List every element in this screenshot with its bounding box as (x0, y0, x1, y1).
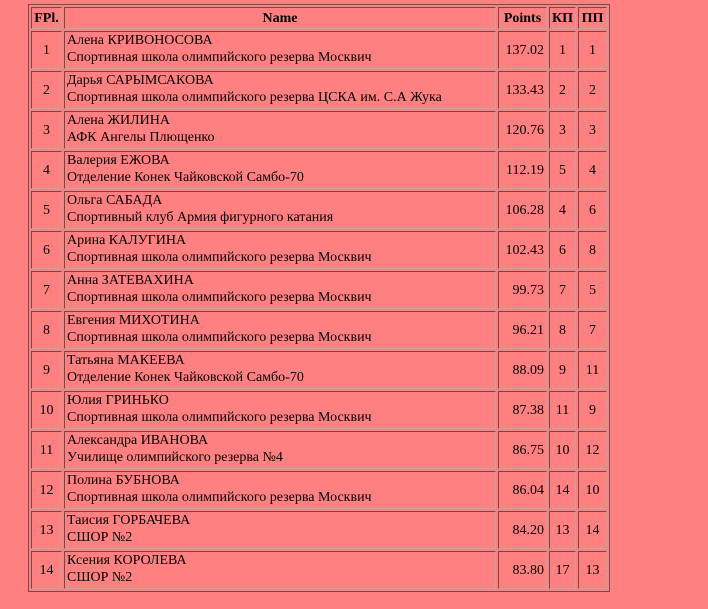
cell-name (64, 511, 496, 549)
cell-name (64, 351, 496, 389)
skater-club: Отделение Конек Чайковской Самбо-70 (67, 370, 304, 385)
cell-fpl: 13 (31, 511, 62, 549)
skater-club: Спортивная школа олимпийского резерва Москвич (67, 50, 372, 65)
header-points: Points (498, 7, 547, 29)
skater-name: Ольга САБАДА (67, 193, 163, 208)
cell-pp: 7 (578, 311, 607, 349)
cell-name (64, 151, 496, 189)
skater-name: Анна ЗАТЕВАХИНА (67, 273, 194, 288)
table-header-row (31, 7, 607, 29)
cell-name (64, 391, 496, 429)
cell-kp: 3 (549, 111, 576, 149)
cell-name (64, 31, 496, 69)
cell-kp: 10 (549, 431, 576, 469)
skater-club: Спортивный клуб Армия фигурного катания (67, 210, 334, 225)
table-row (31, 311, 607, 349)
cell-name (64, 551, 496, 589)
cell-points: 84.20 (498, 511, 547, 549)
skater-club: Спортивная школа олимпийского резерва Москвич (67, 290, 372, 305)
cell-points: 86.04 (498, 471, 547, 509)
cell-kp: 14 (549, 471, 576, 509)
results-table-container (28, 4, 610, 592)
cell-kp: 17 (549, 551, 576, 589)
cell-kp: 7 (549, 271, 576, 309)
table-row (31, 31, 607, 69)
cell-fpl: 8 (31, 311, 62, 349)
table-row (31, 351, 607, 389)
table-row (31, 551, 607, 589)
skater-club: Спортивная школа олимпийского резерва Москвич (67, 490, 372, 505)
skater-club: Спортивная школа олимпийского резерва Москвич (67, 250, 372, 265)
cell-kp: 4 (549, 191, 576, 229)
skater-name: Юлия ГРИНЬКО (67, 393, 169, 408)
header-name: Name (64, 7, 496, 29)
table-row (31, 511, 607, 549)
cell-pp: 4 (578, 151, 607, 189)
cell-name (64, 311, 496, 349)
table-row (31, 271, 607, 309)
cell-points: 83.80 (498, 551, 547, 589)
cell-points: 120.76 (498, 111, 547, 149)
cell-kp: 1 (549, 31, 576, 69)
skater-club: Спортивная школа олимпийского резерва Москвич (67, 330, 372, 345)
skater-name: Арина КАЛУГИНА (67, 233, 187, 248)
table-row (31, 391, 607, 429)
cell-pp: 5 (578, 271, 607, 309)
skater-club: СШОР №2 (67, 530, 133, 545)
cell-points: 106.28 (498, 191, 547, 229)
skater-club: СШОР №2 (67, 570, 133, 585)
cell-points: 112.19 (498, 151, 547, 189)
cell-fpl: 14 (31, 551, 62, 589)
skater-name: Таисия ГОРБАЧЕВА (67, 513, 191, 528)
skater-name: Валерия ЕЖОВА (67, 153, 170, 168)
skater-club: Спортивная школа олимпийского резерва Москвич (67, 410, 372, 425)
cell-name (64, 231, 496, 269)
cell-fpl: 5 (31, 191, 62, 229)
cell-kp: 2 (549, 71, 576, 109)
cell-points: 88.09 (498, 351, 547, 389)
cell-pp: 3 (578, 111, 607, 149)
skater-club: АФК Ангелы Плющенко (67, 130, 215, 145)
cell-points: 96.21 (498, 311, 547, 349)
cell-fpl: 6 (31, 231, 62, 269)
table-row (31, 111, 607, 149)
cell-points: 102.43 (498, 231, 547, 269)
skater-club: Училище олимпийского резерва №4 (67, 450, 283, 465)
cell-kp: 6 (549, 231, 576, 269)
cell-kp: 8 (549, 311, 576, 349)
cell-fpl: 10 (31, 391, 62, 429)
cell-pp: 8 (578, 231, 607, 269)
skater-club: Отделение Конек Чайковской Самбо-70 (67, 170, 304, 185)
cell-kp: 13 (549, 511, 576, 549)
cell-points: 87.38 (498, 391, 547, 429)
skater-name: Евгения МИХОТИНА (67, 313, 200, 328)
skater-name: Алена ЖИЛИНА (67, 113, 170, 128)
cell-name (64, 191, 496, 229)
cell-points: 133.43 (498, 71, 547, 109)
cell-fpl: 7 (31, 271, 62, 309)
cell-fpl: 12 (31, 471, 62, 509)
table-row (31, 151, 607, 189)
skater-name: Ксения КОРОЛЕВА (67, 553, 187, 568)
cell-pp: 14 (578, 511, 607, 549)
cell-pp: 12 (578, 431, 607, 469)
skater-name: Александра ИВАНОВА (67, 433, 209, 448)
cell-name (64, 471, 496, 509)
table-row (31, 71, 607, 109)
cell-name (64, 71, 496, 109)
cell-kp: 5 (549, 151, 576, 189)
skater-name: Дарья САРЫМСАКОВА (67, 73, 214, 88)
cell-pp: 13 (578, 551, 607, 589)
skater-name: Полина БУБНОВА (67, 473, 180, 488)
results-table (28, 4, 610, 592)
header-fpl: FPl. (31, 7, 62, 29)
cell-name (64, 431, 496, 469)
cell-pp: 9 (578, 391, 607, 429)
cell-points: 137.02 (498, 31, 547, 69)
cell-pp: 1 (578, 31, 607, 69)
skater-name: Алена КРИВОНОСОВА (67, 33, 213, 48)
table-body (31, 31, 607, 589)
cell-fpl: 4 (31, 151, 62, 189)
cell-fpl: 9 (31, 351, 62, 389)
cell-points: 86.75 (498, 431, 547, 469)
skater-club: Спортивная школа олимпийского резерва ЦСКА им. С.А Жука (67, 90, 442, 105)
cell-fpl: 2 (31, 71, 62, 109)
cell-pp: 6 (578, 191, 607, 229)
table-row (31, 431, 607, 469)
cell-fpl: 1 (31, 31, 62, 69)
cell-pp: 11 (578, 351, 607, 389)
cell-name (64, 271, 496, 309)
cell-kp: 9 (549, 351, 576, 389)
cell-pp: 2 (578, 71, 607, 109)
header-pp: ПП (578, 7, 607, 29)
cell-fpl: 11 (31, 431, 62, 469)
cell-points: 99.73 (498, 271, 547, 309)
header-kp: КП (549, 7, 576, 29)
cell-fpl: 3 (31, 111, 62, 149)
skater-name: Татьяна МАКЕЕВА (67, 353, 185, 368)
table-row (31, 191, 607, 229)
cell-kp: 11 (549, 391, 576, 429)
table-row (31, 231, 607, 269)
cell-pp: 10 (578, 471, 607, 509)
cell-name (64, 111, 496, 149)
table-row (31, 471, 607, 509)
